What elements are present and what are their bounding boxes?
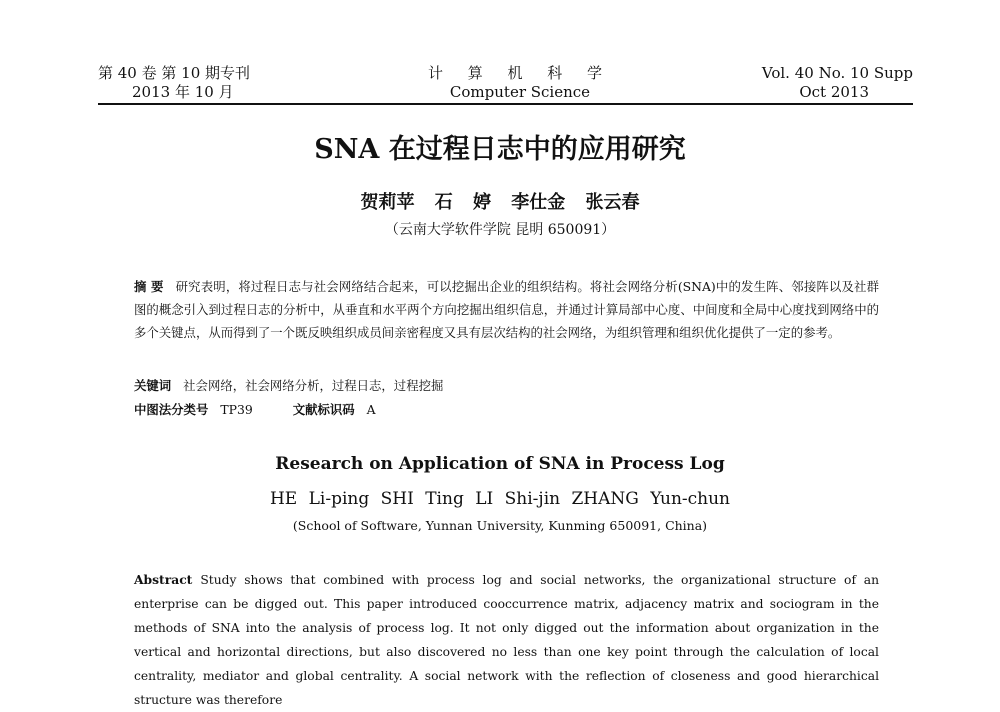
- journal-volume-info: [98, 64, 328, 102]
- paper-title-cn: SNA 在过程日志中的应用研究: [314, 134, 686, 165]
- abstract-cn-text: 研究表明，将过程日志与社会网络结合起来，可以挖掘出企业的组织结构。将社会网络分析(SNA)中的发生阵、邻接阵以及社群图的概念引入到过程日志的分析中，从垂直和水平两个方向挖掘出组织信息，并通过计算局部中心度、中间度和全局中心度找到网络中的多个关键点，从而得到了一个既反映组织成员间亲密程度又具有层次结构的社会网络，为组织管理和组织优化提供了一定的参考。: [134, 279, 879, 340]
- journal-volume-info-en: [735, 64, 913, 102]
- keywords-cn-label: 关键词: [134, 378, 172, 393]
- paper-title-en: Research on Application of SNA in Process Log: [275, 454, 725, 474]
- affiliation-cn: （云南大学软件学院 昆明 650091）: [384, 222, 616, 238]
- publication-date-cn: 2013 年 10 月: [132, 83, 234, 101]
- authors-en: HE Li-ping SHI Ting LI Shi-jin ZHANG Yun-chun: [269, 489, 731, 509]
- header-divider: [98, 103, 913, 105]
- keywords-cn: [134, 376, 879, 394]
- journal-name-cn: 计 算 机 科 学: [427, 64, 613, 82]
- keywords-cn-text: 社会网络，社会网络分析，过程日志，过程挖掘: [183, 378, 444, 393]
- abstract-en-text: Study shows that combined with process log and social networks, the organizational structure of an enterprise can be digged out. This paper introduced cooccurrence matrix, adjacency matrix and sociogram in the methods of SNA into the analysis of process log. It not only digged out the information about organization in the vertical and horizontal directions, but also discovered no less than one key point through the calculation of local centrality, mediator and global centrality. A social network with the reflection of closeness and good hierarchical structure was therefore: [134, 573, 879, 707]
- document-code-value: A: [366, 402, 376, 417]
- classification-label: 中图法分类号: [134, 402, 209, 417]
- abstract-en: [134, 568, 879, 712]
- journal-name: [400, 64, 640, 102]
- document-code-label: 文献标识码: [292, 402, 355, 417]
- journal-name-en: Computer Science: [449, 83, 591, 101]
- volume-issue-en: Vol. 40 No. 10 Supp: [761, 64, 913, 82]
- volume-issue: 第 40 卷 第 10 期专刊: [98, 64, 251, 82]
- classification-line: [134, 400, 879, 418]
- publication-date-en: Oct 2013: [799, 83, 869, 101]
- abstract-cn-label: 摘 要: [134, 279, 164, 294]
- classification-value: TP39: [220, 402, 253, 417]
- abstract-cn: [134, 275, 879, 344]
- affiliation-en: (School of Software, Yunnan University, Kunming 650091, China): [292, 518, 708, 533]
- abstract-en-label: Abstract: [134, 572, 193, 587]
- authors-cn: 贺莉苹 石 婷 李仕金 张云春: [360, 192, 640, 213]
